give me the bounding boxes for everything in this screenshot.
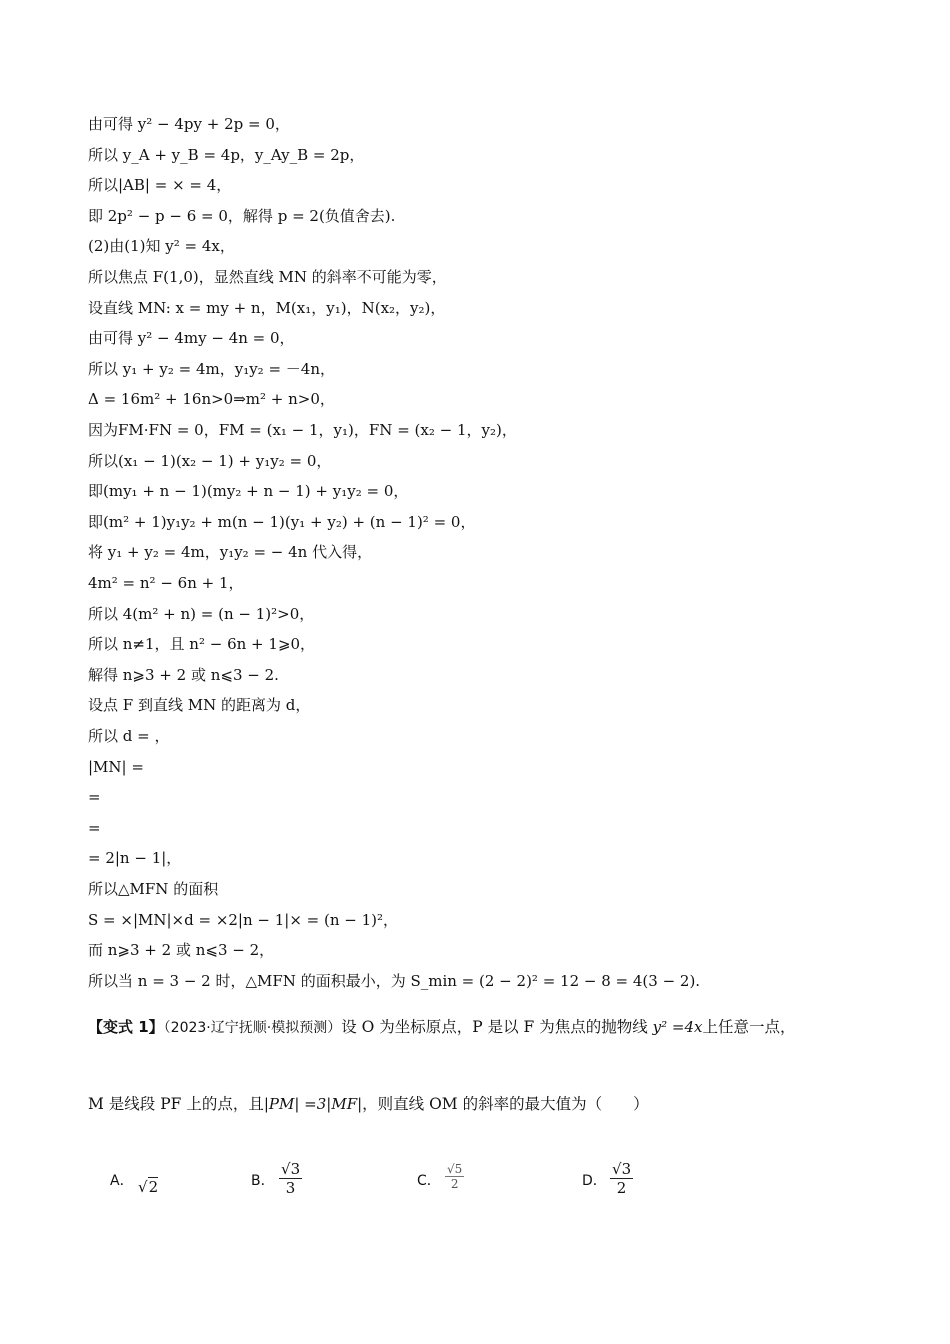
solution-line: 将 y₁ + y₂ = 4m，y₁y₂ = − 4n 代入得， [88, 543, 373, 562]
solution-line: 所以|AB| = × = 4， [88, 176, 232, 195]
condition-formula: |PM| =3|MF| [263, 1095, 363, 1113]
solution-line: Δ = 16m² + 16n>0⇒m² + n>0， [88, 390, 335, 409]
solution-line: 所以 4(m² + n) = (n − 1)²>0， [88, 604, 315, 623]
solution-line: |MN| = [88, 757, 144, 776]
question-text-4: ，则直线 OM 的斜率的最大值为（ ） [362, 1095, 649, 1113]
variant-tag: 【变式 1】 [88, 1018, 164, 1036]
solution-line: 所以当 n = 3 − 2 时，△MFN 的面积最小，为 S_min = (2 − 2)² = 12 − 8 = 4(3 − 2). [88, 971, 701, 990]
option-b-label: B． [251, 1173, 275, 1189]
solution-line: 由可得 y² − 4my − 4n = 0， [88, 329, 295, 348]
question-source: （2023·辽宁抚顺·模拟预测） [163, 1020, 342, 1036]
solution-line: 即 2p² − p − 6 = 0，解得 p = 2(负值舍去). [88, 206, 396, 225]
solution-line: S = ×|MN|×d = ×2|n − 1|× = (n − 1)²， [88, 910, 399, 929]
solution-line: 由可得 y² − 4py + 2p = 0， [88, 115, 290, 133]
option-a-value [138, 1178, 158, 1196]
solution-line: 解得 n⩾3 + 2 或 n⩽3 − 2. [88, 665, 279, 684]
option-c-label: C． [417, 1173, 441, 1189]
option-c-value [445, 1162, 464, 1191]
solution-line: 所以 y₁ + y₂ = 4m，y₁y₂ = －4n， [88, 359, 336, 378]
solution-line: 所以 d = ， [88, 727, 170, 745]
fraction: $\frac{√3}{2}$ [612, 1160, 632, 1197]
solution-line: 所以 n≠1，且 n² − 6n + 1⩾0， [88, 635, 316, 654]
question-line-1 [88, 1016, 796, 1039]
question-text-2: 上任意一点， [702, 1018, 796, 1036]
solution-line: 设点 F 到直线 MN 的距离为 d， [88, 696, 311, 715]
solution-line: 所以焦点 F(1,0)，显然直线 MN 的斜率不可能为零， [88, 268, 447, 286]
fraction: $\frac{√3}{3}$ [281, 1160, 301, 1197]
solution-line: 所以 y_A + y_B = 4p，y_Ay_B = 2p， [88, 145, 365, 164]
solution-line: 所以△MFN 的面积 [88, 880, 219, 898]
solution-line: 因为FM·FN = 0，FM = (x₁ − 1，y₁)，FN = (x₂ − 1，y₂)， [88, 421, 517, 439]
question-line-2 [88, 1093, 649, 1115]
solution-line: = 2|n − 1|， [88, 849, 182, 868]
option-d-label: D． [582, 1173, 607, 1189]
parabola-formula: y² =4x [652, 1018, 703, 1036]
solution-line: 即(m² + 1)y₁y₂ + m(n − 1)(y₁ + y₂) + (n − 1)² = 0， [88, 512, 476, 531]
question-text-1: 设 O 为坐标原点，P 是以 F 为焦点的抛物线 [341, 1018, 648, 1036]
option-d-value [610, 1160, 633, 1197]
question-text-3: M 是线段 PF 上的点，且 [88, 1095, 264, 1113]
fraction: $\frac{√5}{2}$ [447, 1162, 463, 1191]
solution-line: 而 n⩾3 + 2 或 n⩽3 − 2， [88, 941, 275, 960]
solution-line: = [88, 818, 101, 837]
solution-line: = [88, 788, 101, 807]
solution-line: 4m² = n² − 6n + 1， [88, 574, 244, 592]
solution-line: (2)由(1)知 y² = 4x， [88, 237, 235, 256]
option-a-label: A． [110, 1173, 134, 1189]
sqrt-symbol: √2 [138, 1178, 159, 1196]
solution-line: 即(my₁ + n − 1)(my₂ + n − 1) + y₁y₂ = 0， [88, 482, 409, 501]
option-b-value [279, 1160, 302, 1197]
solution-line: 设直线 MN: x = my + n，M(x₁，y₁)，N(x₂，y₂)， [88, 298, 446, 317]
solution-line: 所以(x₁ − 1)(x₂ − 1) + y₁y₂ = 0， [88, 451, 332, 470]
